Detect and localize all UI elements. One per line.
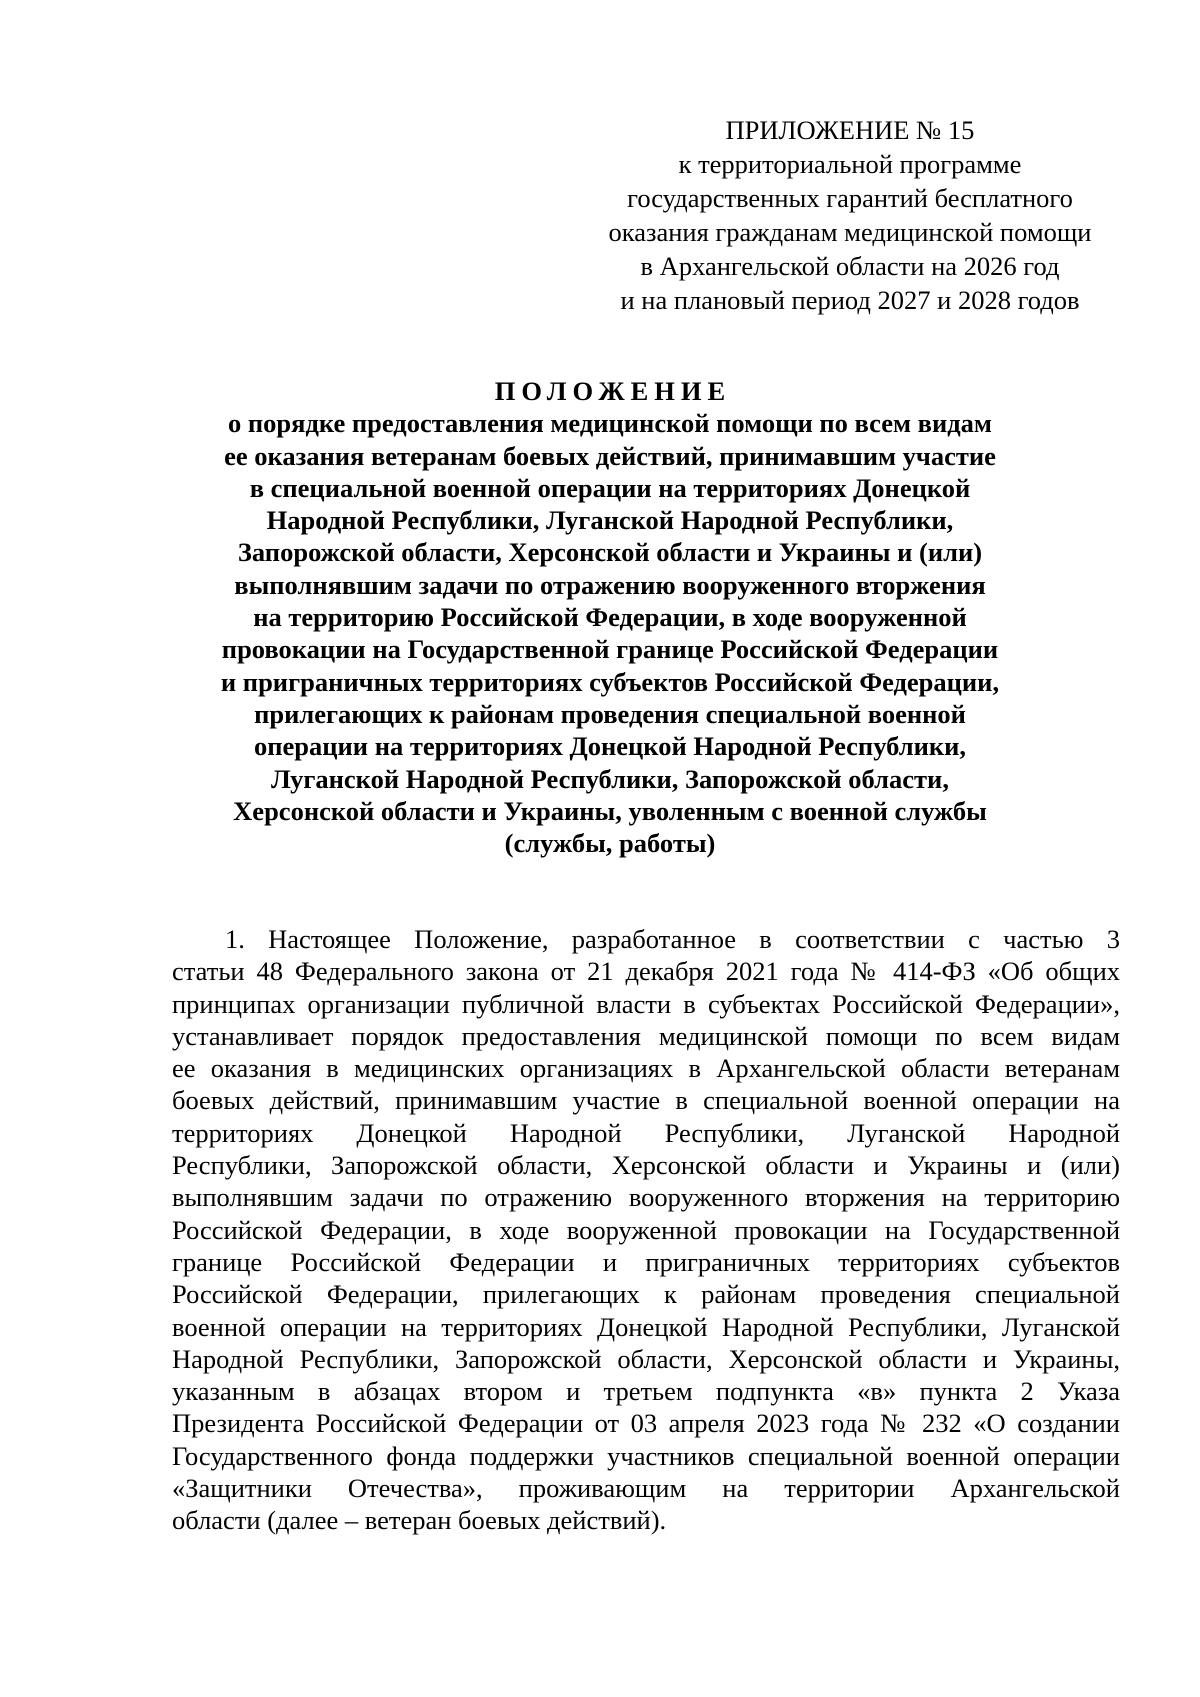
- appendix-line: к территориальной программе: [678, 149, 1022, 179]
- body-line: «Защитники Отечества», проживающим на территории Архангельской: [172, 1473, 1120, 1504]
- body-line: устанавливает порядок предоставления медицинской помощи по всем видам: [172, 1020, 1120, 1051]
- title-line: прилегающих к районам проведения специальной военной: [254, 698, 966, 729]
- appendix-line: государственных гарантий бесплатного: [627, 183, 1073, 213]
- body-line: Республики, Запорожской области, Херсонской области и Украины и (или): [172, 1150, 1120, 1181]
- body-line: Российской Федерации, в ходе вооруженной провокации на Государственной: [172, 1214, 1120, 1245]
- title-line: и приграничных территориях субъектов Российской Федерации,: [220, 666, 1000, 697]
- body-line: статьи 48 Федерального закона от 21 декабря 2021 года № 414-ФЗ «Об общих: [172, 956, 1120, 987]
- body-line: границе Российской Федерации и приграничных территориях субъектов: [172, 1246, 1120, 1277]
- body-line: указанным в абзацах втором и третьем подпункта «в» пункта 2 Указа: [172, 1376, 1120, 1407]
- title-line: Херсонской области и Украины, уволенным с военной службы: [233, 795, 987, 826]
- document-title: [170, 375, 1050, 859]
- body-line: Государственного фонда поддержки участников специальной военной операции: [172, 1440, 1120, 1471]
- title-heading: ПОЛОЖЕНИЕ: [494, 376, 732, 406]
- body-line: ее оказания в медицинских организациях в Архангельской области ветеранам: [172, 1053, 1120, 1084]
- title-line: на территорию Российской Федерации, в ходе вооруженной: [253, 602, 967, 633]
- title-line: (службы, работы): [504, 828, 716, 859]
- appendix-line: в Архангельской области на 2026 год: [640, 251, 1060, 281]
- body-line: боевых действий, принимавшим участие в специальной военной операции на: [172, 1085, 1120, 1116]
- title-line: выполнявшим задачи по отражению вооруженного вторжения: [234, 569, 986, 600]
- title-line: о порядке предоставления медицинской помощи по всем видам: [228, 408, 992, 439]
- body-line: Президента Российской Федерации от 03 апреля 2023 года № 232 «О создании: [172, 1408, 1120, 1439]
- appendix-line: и на плановый период 2027 и 2028 годов: [620, 285, 1080, 315]
- title-line: Запорожской области, Херсонской области и Украины и (или): [237, 537, 983, 568]
- body-line: области (далее – ветеран боевых действий).: [172, 1505, 667, 1536]
- title-line: ее оказания ветеранам боевых действий, принимавшим участие: [224, 440, 996, 471]
- title-line: Луганской Народной Республики, Запорожской области,: [271, 763, 949, 794]
- body-line: принципах организации публичной власти в субъектах Российской Федерации»,: [172, 988, 1120, 1019]
- title-line: провокации на Государственной границе Российской Федерации: [221, 634, 999, 665]
- appendix-line: оказания гражданам медицинской помощи: [608, 217, 1092, 247]
- body-line: выполнявшим задачи по отражению вооруженного вторжения на территорию: [172, 1182, 1120, 1213]
- body-line: Народной Республики, Запорожской области, Херсонской области и Украины,: [172, 1343, 1120, 1374]
- title-line: Народной Республики, Луганской Народной Республики,: [266, 505, 954, 536]
- body-line: 1. Настоящее Положение, разработанное в соответствии с частью 3: [225, 924, 1120, 954]
- body-line: территориях Донецкой Народной Республики, Луганской Народной: [172, 1117, 1120, 1148]
- body-line: Российской Федерации, прилегающих к районам проведения специальной: [172, 1279, 1120, 1310]
- title-line: операции на территориях Донецкой Народной Республики,: [254, 731, 966, 762]
- title-line: в специальной военной операции на территориях Донецкой: [249, 472, 971, 503]
- appendix-header: [590, 113, 1110, 317]
- paragraph-1: [172, 923, 1120, 1537]
- body-line: военной операции на территориях Донецкой Народной Республики, Луганской: [172, 1311, 1120, 1342]
- appendix-number: ПРИЛОЖЕНИЕ № 15: [725, 115, 975, 145]
